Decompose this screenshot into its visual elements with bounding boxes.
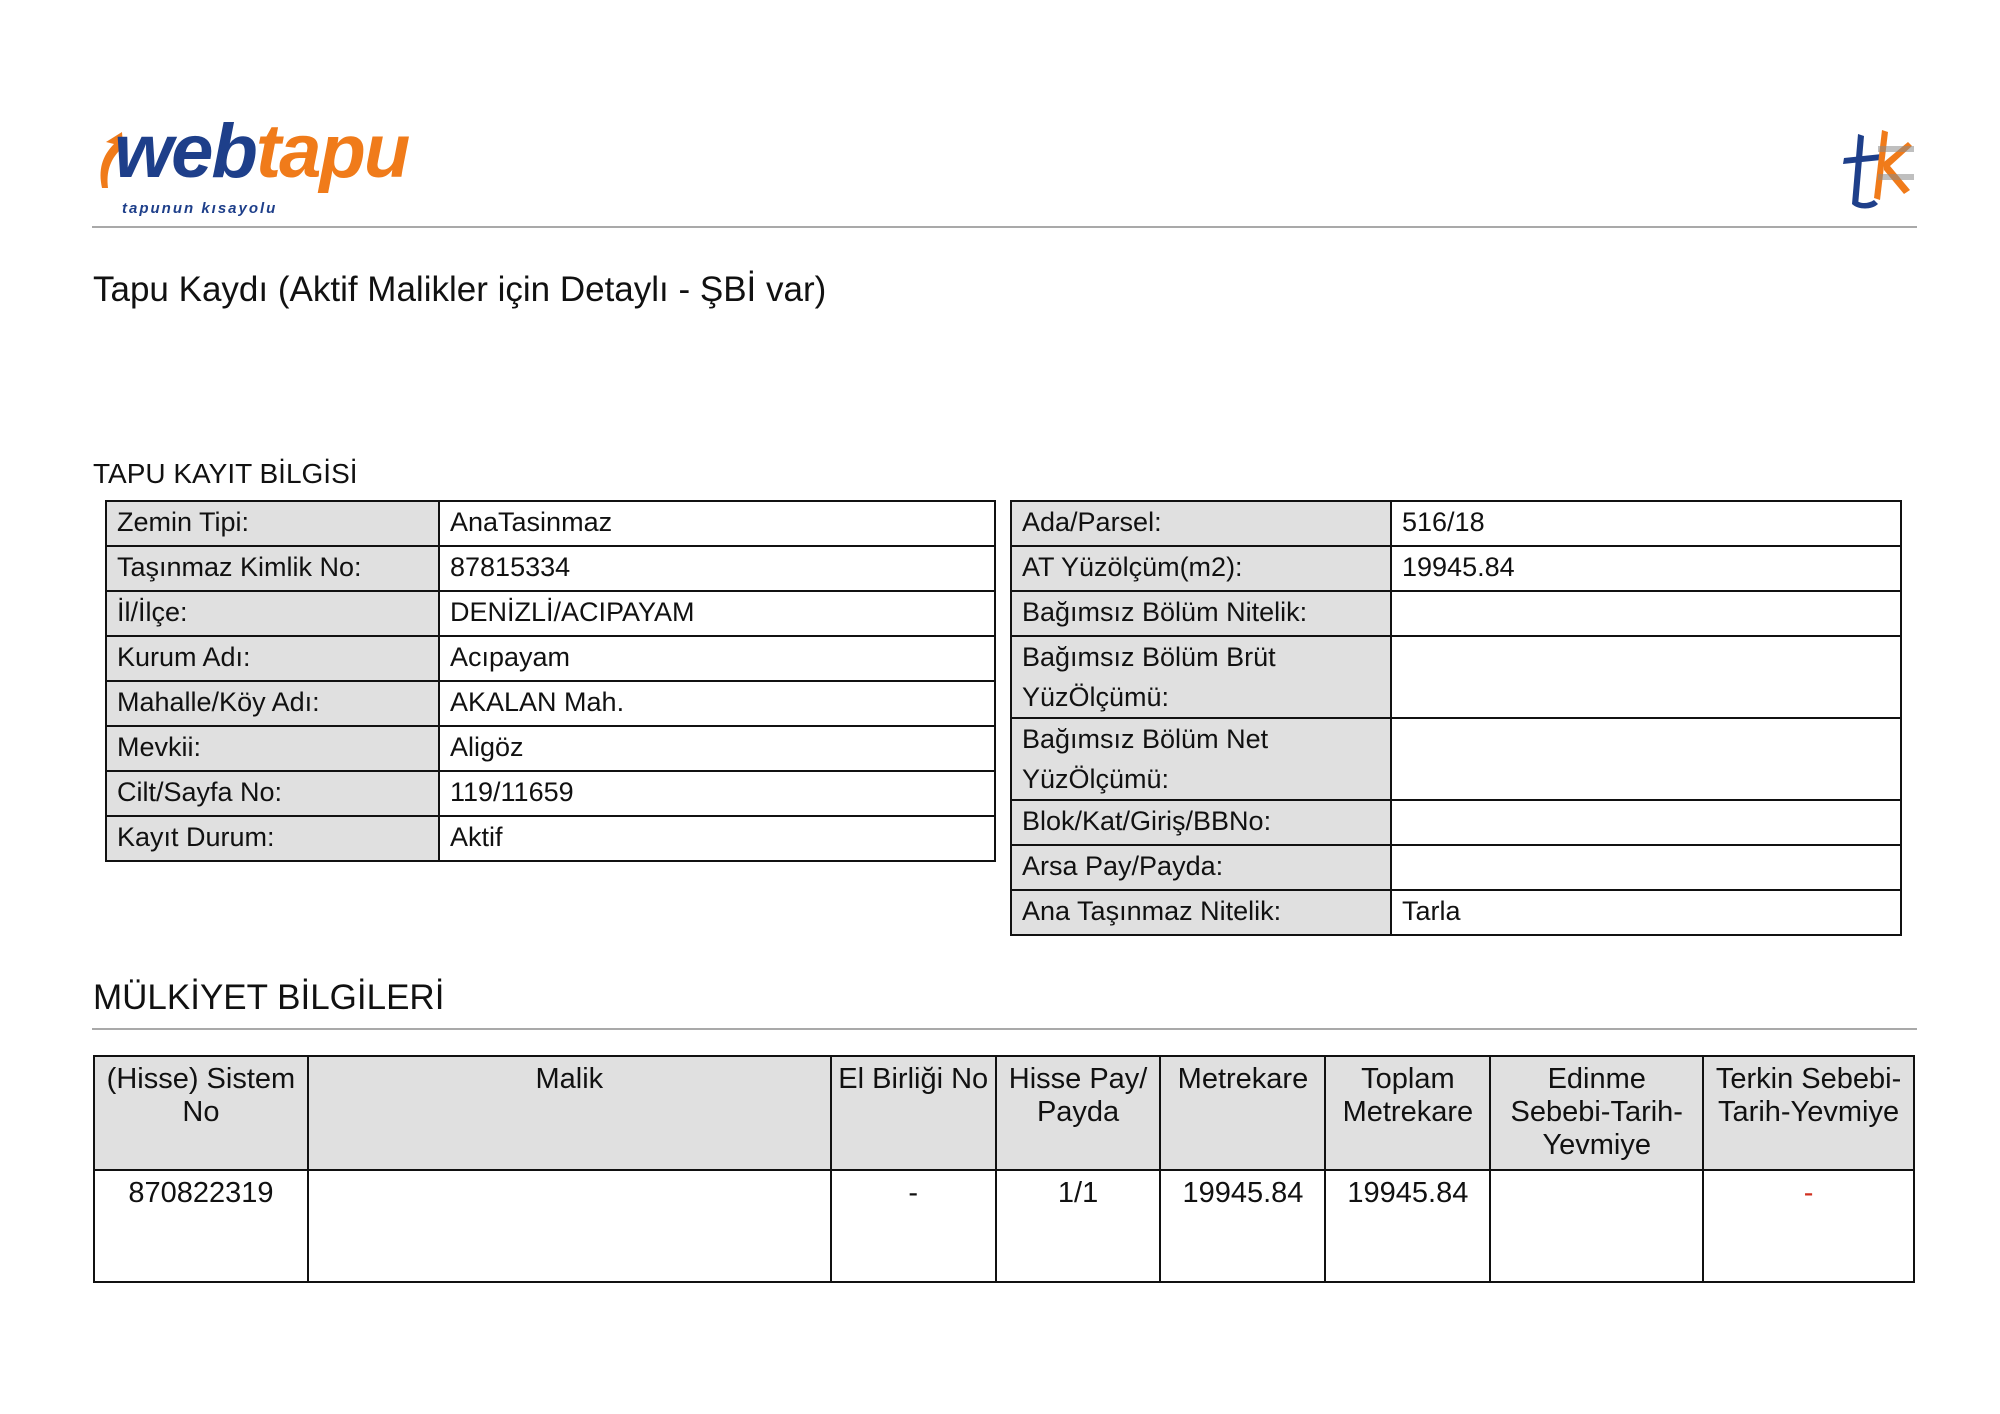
record-value: Aktif	[439, 816, 995, 861]
table-row	[106, 636, 995, 681]
record-key: Mahalle/Köy Adı:	[106, 681, 439, 726]
record-value: 19945.84	[1391, 546, 1901, 591]
table-row	[1011, 546, 1901, 591]
table-header-row	[94, 1056, 1914, 1170]
column-header-el-birligi-no: El Birliği No	[831, 1056, 996, 1170]
record-value	[1391, 636, 1901, 718]
record-key: Taşınmaz Kimlik No:	[106, 546, 439, 591]
table-row	[106, 591, 995, 636]
record-key: Arsa Pay/Payda:	[1011, 845, 1391, 890]
table-row	[1011, 800, 1901, 845]
record-value	[1391, 800, 1901, 845]
record-key: İl/İlçe:	[106, 591, 439, 636]
record-key: Zemin Tipi:	[106, 501, 439, 546]
column-header-sistem-no: (Hisse) Sistem No	[94, 1056, 308, 1170]
section-divider	[92, 1028, 1917, 1030]
table-row	[106, 681, 995, 726]
record-key: Kayıt Durum:	[106, 816, 439, 861]
record-table-left	[105, 500, 996, 862]
document-title: Tapu Kaydı (Aktif Malikler için Detaylı - ŞBİ var)	[93, 270, 827, 309]
record-value: Acıpayam	[439, 636, 995, 681]
record-key: Kurum Adı:	[106, 636, 439, 681]
record-value: DENİZLİ/ACIPAYAM	[439, 591, 995, 636]
record-key: Blok/Kat/Giriş/BBNo:	[1011, 800, 1391, 845]
table-row	[1011, 845, 1901, 890]
cell-toplam-metrekare: 19945.84	[1325, 1170, 1490, 1282]
record-value	[1391, 591, 1901, 636]
cell-malik	[308, 1170, 831, 1282]
cell-terkin-sebebi: -	[1703, 1170, 1914, 1282]
table-row	[106, 816, 995, 861]
cell-edinme-sebebi	[1490, 1170, 1703, 1282]
record-key: Mevkii:	[106, 726, 439, 771]
record-key: AT Yüzölçüm(m2):	[1011, 546, 1391, 591]
table-row	[94, 1170, 1914, 1282]
webtapu-logo	[92, 109, 412, 224]
table-row	[1011, 591, 1901, 636]
record-value: 119/11659	[439, 771, 995, 816]
cell-metrekare: 19945.84	[1160, 1170, 1325, 1282]
record-table-right	[1010, 500, 1902, 936]
record-key: Ana Taşınmaz Nitelik:	[1011, 890, 1391, 935]
logo-word-tapu: tapu	[255, 109, 409, 194]
table-row	[1011, 636, 1901, 718]
record-value	[1391, 718, 1901, 800]
table-row	[106, 546, 995, 591]
tkgm-logo-icon	[1838, 124, 1916, 214]
record-key: Bağımsız Bölüm Net YüzÖlçümü:	[1011, 718, 1391, 800]
table-row	[1011, 890, 1901, 935]
record-key: Bağımsız Bölüm Nitelik:	[1011, 591, 1391, 636]
column-header-edinme-sebebi: Edinme Sebebi-Tarih-Yevmiye	[1490, 1056, 1703, 1170]
logo-tagline: tapunun kısayolu	[122, 200, 278, 217]
column-header-metrekare: Metrekare	[1160, 1056, 1325, 1170]
cell-el-birligi-no: -	[831, 1170, 996, 1282]
table-row	[1011, 718, 1901, 800]
record-key: Ada/Parsel:	[1011, 501, 1391, 546]
record-value: Tarla	[1391, 890, 1901, 935]
table-row	[106, 771, 995, 816]
column-header-hisse-pay-payda: Hisse Pay/ Payda	[996, 1056, 1161, 1170]
ownership-table	[93, 1055, 1915, 1283]
record-section-label: TAPU KAYIT BİLGİSİ	[93, 458, 358, 489]
table-row	[106, 726, 995, 771]
record-value: AnaTasinmaz	[439, 501, 995, 546]
cell-sistem-no: 870822319	[94, 1170, 308, 1282]
record-value: 87815334	[439, 546, 995, 591]
ownership-section-title: MÜLKİYET BİLGİLERİ	[93, 978, 445, 1017]
record-value: 516/18	[1391, 501, 1901, 546]
column-header-malik: Malik	[308, 1056, 831, 1170]
column-header-toplam-metrekare: Toplam Metrekare	[1325, 1056, 1490, 1170]
table-row	[106, 501, 995, 546]
record-value: AKALAN Mah.	[439, 681, 995, 726]
record-value: Aligöz	[439, 726, 995, 771]
record-key: Cilt/Sayfa No:	[106, 771, 439, 816]
logo-word-web: web	[114, 109, 256, 194]
table-row	[1011, 501, 1901, 546]
record-value	[1391, 845, 1901, 890]
record-key: Bağımsız Bölüm Brüt YüzÖlçümü:	[1011, 636, 1391, 718]
cell-hisse-pay-payda: 1/1	[996, 1170, 1161, 1282]
column-header-terkin-sebebi: Terkin Sebebi-Tarih-Yevmiye	[1703, 1056, 1914, 1170]
header-divider	[92, 226, 1917, 228]
